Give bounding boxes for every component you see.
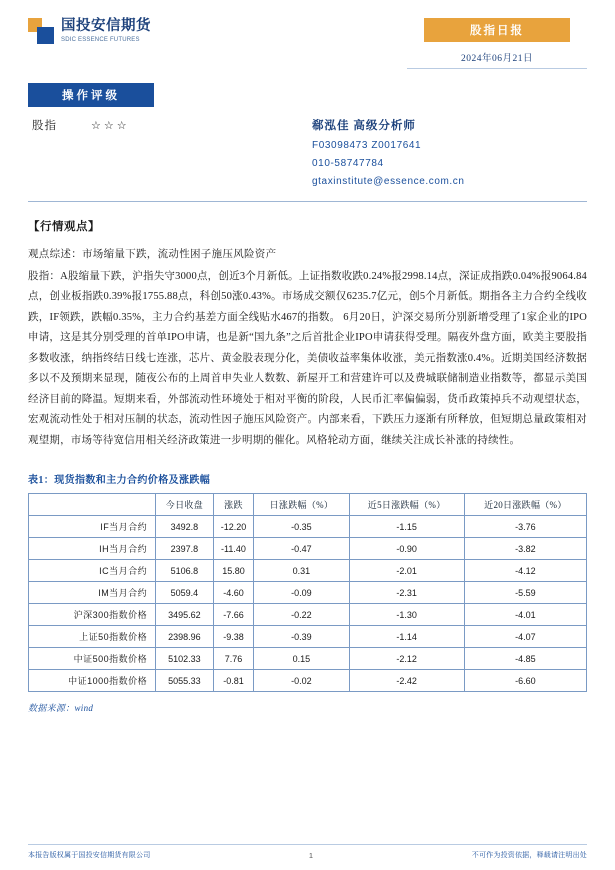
cell-close: 5106.8 bbox=[156, 560, 213, 582]
cell-pct-5d: -1.30 bbox=[349, 604, 464, 626]
cell-pct-20d: -3.76 bbox=[464, 516, 586, 538]
cell-pct-day: -0.47 bbox=[254, 538, 349, 560]
table-col-1: 今日收盘 bbox=[156, 494, 213, 516]
row-label: 沪深300指数价格 bbox=[29, 604, 156, 626]
cell-pct-5d: -2.12 bbox=[349, 648, 464, 670]
company-logo bbox=[28, 18, 151, 44]
table-row bbox=[29, 648, 587, 670]
cell-pct-day: -0.09 bbox=[254, 582, 349, 604]
rating-row bbox=[28, 117, 587, 187]
cell-pct-day: -0.35 bbox=[254, 516, 349, 538]
table-row bbox=[29, 516, 587, 538]
cell-close: 2397.8 bbox=[156, 538, 213, 560]
table-row bbox=[29, 626, 587, 648]
cell-pct-20d: -4.07 bbox=[464, 626, 586, 648]
analyst-email: gtaxinstitute@essence.com.cn bbox=[312, 176, 465, 187]
row-label: IF当月合约 bbox=[29, 516, 156, 538]
cell-close: 2398.96 bbox=[156, 626, 213, 648]
cell-pct-20d: -3.82 bbox=[464, 538, 586, 560]
table-col-4: 近5日涨跌幅（%） bbox=[349, 494, 464, 516]
header-divider bbox=[28, 201, 587, 202]
table-col-5: 近20日涨跌幅（%） bbox=[464, 494, 586, 516]
cell-pct-5d: -2.31 bbox=[349, 582, 464, 604]
logo-text-cn: 国投安信期货 bbox=[61, 18, 151, 35]
cell-close: 5055.33 bbox=[156, 670, 213, 692]
table-row bbox=[29, 582, 587, 604]
cell-pct-5d: -1.14 bbox=[349, 626, 464, 648]
date-divider bbox=[407, 68, 587, 69]
analyst-phone: 010-58747784 bbox=[312, 158, 384, 169]
table-col-2: 涨跌 bbox=[213, 494, 254, 516]
cell-pct-day: -0.39 bbox=[254, 626, 349, 648]
cell-change: -9.38 bbox=[213, 626, 254, 648]
logo-squares-icon bbox=[28, 18, 54, 44]
cell-pct-20d: -4.12 bbox=[464, 560, 586, 582]
analyst-block bbox=[290, 117, 587, 187]
table-caption: 表1：现货指数和主力合约价格及涨跌幅 bbox=[28, 475, 211, 487]
analyst-license: F03098473 Z0017641 bbox=[312, 140, 422, 151]
cell-change: 7.76 bbox=[213, 648, 254, 670]
table-row bbox=[29, 538, 587, 560]
row-label: 中证500指数价格 bbox=[29, 648, 156, 670]
table-row bbox=[29, 560, 587, 582]
cell-close: 5059.4 bbox=[156, 582, 213, 604]
cell-change: -12.20 bbox=[213, 516, 254, 538]
table-row bbox=[29, 604, 587, 626]
cell-pct-5d: -2.42 bbox=[349, 670, 464, 692]
cell-pct-20d: -6.60 bbox=[464, 670, 586, 692]
summary-line: 观点综述：市场缩量下跌，流动性困子施压风险资产 bbox=[28, 249, 277, 260]
footer-divider bbox=[28, 844, 587, 845]
body-paragraph: 股指：A股缩量下跌，沪指失守3000点，创近3个月新低。上证指数收跌0.24%报2998.14点，深证成指跌0.04%报9064.84点，创业板指跌0.39%报1755.88点，科创50涨0.43%。市场成交额仅6235.7亿元，创5个月新低。期指各主力合约全线收跌，IF领跌，跌幅0.35%，主力合约基差方面全线贴水467的指数。 6月20日，沪深交易所分别新增受理了1家企业的IPO申请，这是其分别受理的首单IPO申请，也是新“国九条”之后首批企业IPO申请获得受理。隔夜外盘方面，欧美主要股指多数收涨，纳指终结日线七连涨，芯片、黄金股表现分化，美债收益率集体收涨，美元指数涨0.4%。近期美国经济数据多以不及预期来显现，随夜公布的上周首申失业人数数、新屋开工和营建许可以及费城联储制造业指数等，都显示美国经济目前的降温。短期来看，外部流动性环境处于相对平衡的阶段，人民币汇率偏偏弱，货币政策掉兵不动观望状态，宏观流动性处于相对压制的状态，流动性因子施压风险资产。内部来看，下跌压力逐渐有所释放，但短期总量政策相对观望期，市场等待宽信用相关经济政策进一步明期的催化。风格轮动方面，继续关注成长补涨的持续性。 bbox=[28, 271, 587, 446]
table-col-0 bbox=[29, 494, 156, 516]
cell-pct-day: -0.02 bbox=[254, 670, 349, 692]
report-date: 2024年06月21日 bbox=[460, 54, 533, 64]
cell-pct-day: -0.22 bbox=[254, 604, 349, 626]
cell-pct-5d: -0.90 bbox=[349, 538, 464, 560]
cell-pct-day: 0.31 bbox=[254, 560, 349, 582]
table-header-row bbox=[29, 494, 587, 516]
rating-stars: ☆☆☆ bbox=[91, 119, 130, 132]
logo-text-en: SDIC ESSENCE FUTURES bbox=[61, 36, 140, 43]
cell-close: 3492.8 bbox=[156, 516, 213, 538]
row-label: IM当月合约 bbox=[29, 582, 156, 604]
analyst-name: 郗泓佳 高级分析师 bbox=[312, 120, 416, 132]
report-type-badge: 股指日报 bbox=[424, 18, 570, 42]
footer-left: 本报告版权属于国投安信期货有限公司 bbox=[28, 851, 151, 859]
cell-close: 3495.62 bbox=[156, 604, 213, 626]
cell-pct-day: 0.15 bbox=[254, 648, 349, 670]
cell-pct-20d: -4.01 bbox=[464, 604, 586, 626]
table-row bbox=[29, 670, 587, 692]
rating-tag-row bbox=[28, 83, 587, 107]
cell-pct-20d: -4.85 bbox=[464, 648, 586, 670]
cell-pct-20d: -5.59 bbox=[464, 582, 586, 604]
cell-pct-5d: -2.01 bbox=[349, 560, 464, 582]
rating-label: 股指 bbox=[32, 120, 57, 132]
footer-right: 不可作为投资依据，释载请注明出处 bbox=[471, 851, 587, 859]
operation-rating-tag: 操作评级 bbox=[28, 83, 154, 107]
row-label: 上证50指数价格 bbox=[29, 626, 156, 648]
cell-close: 5102.33 bbox=[156, 648, 213, 670]
cell-change: 15.80 bbox=[213, 560, 254, 582]
cell-change: -4.60 bbox=[213, 582, 254, 604]
cell-change: -11.40 bbox=[213, 538, 254, 560]
row-label: IC当月合约 bbox=[29, 560, 156, 582]
table-col-3: 日涨跌幅（%） bbox=[254, 494, 349, 516]
price-table bbox=[28, 493, 587, 692]
rating-left bbox=[28, 117, 290, 133]
row-label: 中证1000指数价格 bbox=[29, 670, 156, 692]
section-title: 【行情观点】 bbox=[28, 221, 100, 233]
cell-change: -0.81 bbox=[213, 670, 254, 692]
header-right bbox=[407, 18, 587, 69]
table-source: 数据来源：wind bbox=[28, 703, 94, 714]
report-header bbox=[28, 0, 587, 69]
cell-pct-5d: -1.15 bbox=[349, 516, 464, 538]
report-footer bbox=[28, 844, 587, 860]
row-label: IH当月合约 bbox=[29, 538, 156, 560]
page-number: 1 bbox=[308, 850, 314, 860]
cell-change: -7.66 bbox=[213, 604, 254, 626]
